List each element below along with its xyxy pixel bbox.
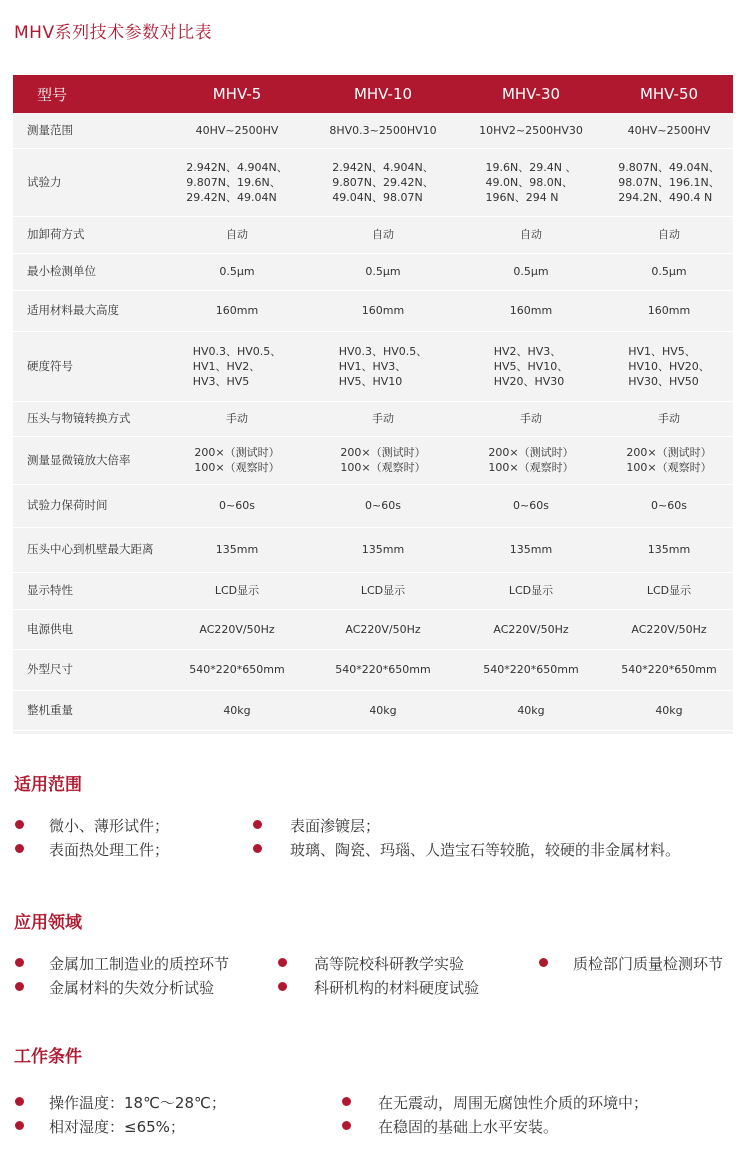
cell-lines [517, 703, 544, 718]
row-label: 压头与物镜转换方式 [13, 401, 165, 436]
table-row [13, 649, 733, 690]
cell-line: 200×（测试时） [488, 446, 574, 459]
application-item: 科研机构的材料硬度试验 [314, 979, 480, 997]
table-cell [457, 649, 605, 690]
table-cell [605, 609, 733, 649]
cell-line: 9.807N、19.6N、 [186, 175, 281, 189]
table-cell [605, 572, 733, 609]
cell-line: 100×（观察时） [340, 461, 426, 474]
cell-line: 135mm [215, 543, 259, 556]
row-label: 硬度符号 [13, 331, 165, 401]
bullet-dot-icon [253, 820, 262, 829]
table-cell [165, 148, 309, 216]
table-cell [457, 436, 605, 484]
cell-line: HV20、HV30 [493, 374, 565, 388]
cell-line: HV1、HV5、 [628, 344, 696, 358]
row-label: 压头中心到机壁最大距离 [13, 527, 165, 572]
cell-lines [513, 264, 548, 279]
cell-lines [493, 622, 568, 637]
table-row [13, 484, 733, 527]
cell-line: 40HV~2500HV [627, 123, 711, 137]
bullet-dot-icon [15, 958, 24, 967]
bullet-dot-icon [15, 982, 24, 991]
table-cell [605, 290, 733, 331]
table-cell [309, 436, 457, 484]
cell-line: 0.5μm [651, 265, 687, 278]
table-header-row [13, 75, 733, 113]
table-cell [457, 401, 605, 436]
bullet-dot-icon [539, 958, 548, 967]
cell-lines [648, 542, 690, 557]
cell-lines [365, 264, 400, 279]
row-label: 电源供电 [13, 609, 165, 649]
row-label: 试验力 [13, 148, 165, 216]
cell-lines [626, 445, 711, 475]
cell-lines [655, 703, 682, 718]
table-cell [309, 649, 457, 690]
cell-line: 9.807N、49.04N、 [618, 160, 720, 174]
table-row [13, 148, 733, 216]
row-label: 最小检测单位 [13, 253, 165, 290]
table-cell [457, 253, 605, 290]
cell-line: 2.942N、4.904N、 [186, 160, 288, 174]
cell-line: 8HV0.3~2500HV10 [329, 123, 437, 137]
cell-line: 100×（观察时） [626, 461, 712, 474]
cell-line: 自动 [658, 228, 680, 241]
table-row [13, 690, 733, 730]
cell-line: 100×（观察时） [194, 461, 280, 474]
cell-lines [483, 662, 578, 677]
table-cell [309, 113, 457, 148]
cell-lines [628, 344, 710, 389]
condition-item: 在稳固的基础上水平安装。 [378, 1118, 559, 1136]
scope-section-title: 适用范围 [14, 775, 82, 795]
cell-line: 200×（测试时） [194, 446, 280, 459]
table-cell [457, 290, 605, 331]
cell-line: HV1、HV2、 [192, 359, 261, 373]
cell-line: HV5、HV10 [338, 374, 403, 388]
table-cell [309, 527, 457, 572]
bullet-dot-icon [342, 1121, 351, 1130]
table-cell [165, 290, 309, 331]
condition-item: 在无震动，周围无腐蚀性介质的环境中； [378, 1094, 649, 1112]
table-cell [605, 527, 733, 572]
scope-item: 玻璃、陶瓷、玛瑙、人造宝石等较脆，较硬的非金属材料。 [290, 841, 681, 859]
cell-lines [510, 303, 552, 318]
cell-line: 200×（测试时） [626, 446, 712, 459]
header-mhv-10: MHV-10 [309, 75, 457, 113]
bullet-dot-icon [278, 982, 287, 991]
cell-line: 160mm [509, 304, 553, 317]
cell-lines [628, 123, 711, 138]
table-cell [605, 649, 733, 690]
cell-lines [223, 703, 250, 718]
page-title: MHV系列技术参数对比表 [14, 23, 213, 43]
table-cell [165, 216, 309, 253]
cell-lines [365, 498, 401, 513]
table-cell [309, 148, 457, 216]
cell-line: 0.5μm [219, 265, 255, 278]
table-cell [605, 113, 733, 148]
cell-line: 160mm [647, 304, 691, 317]
cell-line: 19.6N、29.4N 、 [485, 160, 577, 174]
cell-lines [329, 123, 436, 138]
cell-lines [631, 622, 706, 637]
application-item: 金属加工制造业的质控环节 [49, 955, 230, 973]
table-cell [605, 401, 733, 436]
cell-line: 40HV~2500HV [195, 123, 279, 137]
table-cell [165, 401, 309, 436]
table-row [13, 290, 733, 331]
cell-line: 40kg [655, 703, 683, 717]
condition-item: 相对湿度：≤65%； [49, 1118, 185, 1136]
table-cell [165, 484, 309, 527]
application-item: 金属材料的失效分析试验 [49, 979, 215, 997]
table-cell [309, 484, 457, 527]
table-row [13, 401, 733, 436]
cell-lines [520, 411, 542, 426]
table-cell [165, 609, 309, 649]
row-label: 整机重量 [13, 690, 165, 730]
cell-lines [621, 662, 716, 677]
table-cell [165, 572, 309, 609]
row-label: 加卸荷方式 [13, 216, 165, 253]
cell-line: 294.2N、490.4 N [618, 190, 713, 204]
table-row [13, 572, 733, 609]
row-label: 试验力保荷时间 [13, 484, 165, 527]
cell-line: 540*220*650mm [335, 663, 431, 676]
cell-line: AC220V/50Hz [345, 622, 421, 636]
table-cell [605, 148, 733, 216]
cell-lines [216, 303, 258, 318]
table-row [13, 436, 733, 484]
table-cell [309, 401, 457, 436]
cell-lines [509, 583, 553, 598]
cell-lines [335, 662, 430, 677]
table-cell [309, 690, 457, 730]
bullet-dot-icon [253, 844, 262, 853]
cell-lines [479, 123, 583, 138]
application-item: 高等院校科研教学实验 [314, 955, 465, 973]
table-cell [309, 609, 457, 649]
cell-lines [196, 123, 279, 138]
spec-table-container [13, 75, 733, 734]
cell-lines [372, 411, 394, 426]
table-cell [309, 290, 457, 331]
cell-lines [219, 264, 254, 279]
row-label: 显示特性 [13, 572, 165, 609]
table-cell [457, 527, 605, 572]
cell-line: 0.5μm [365, 265, 401, 278]
cell-lines [520, 227, 542, 242]
cell-line: 40kg [223, 703, 251, 717]
cell-line: AC220V/50Hz [493, 622, 569, 636]
header-mhv-30: MHV-30 [457, 75, 605, 113]
cell-lines [226, 227, 248, 242]
table-row [13, 253, 733, 290]
table-cell [605, 690, 733, 730]
cell-line: HV2、HV3、 [493, 344, 562, 358]
table-cell [165, 649, 309, 690]
row-label: 测量显微镜放大倍率 [13, 436, 165, 484]
row-label: 适用材料最大高度 [13, 290, 165, 331]
cell-lines [332, 160, 433, 205]
scope-item: 表面热处理工件； [49, 841, 170, 859]
condition-item: 操作温度：18℃～28℃； [49, 1094, 226, 1112]
table-row [13, 216, 733, 253]
table-cell [165, 436, 309, 484]
cell-line: 0~60s [219, 499, 255, 512]
cell-line: HV0.3、HV0.5、 [192, 344, 282, 358]
cell-lines [362, 303, 404, 318]
cell-lines [226, 411, 248, 426]
cell-lines [361, 583, 405, 598]
cell-line: 135mm [647, 543, 691, 556]
applications-section-title: 应用领域 [14, 913, 82, 933]
table-cell [309, 216, 457, 253]
table-cell [605, 484, 733, 527]
bullet-dot-icon [278, 958, 287, 967]
cell-lines [372, 227, 394, 242]
cell-lines [369, 703, 396, 718]
table-cell [165, 331, 309, 401]
header-mhv-5: MHV-5 [165, 75, 309, 113]
cell-lines [345, 622, 420, 637]
table-cell [165, 253, 309, 290]
scope-item: 微小、薄形试件； [49, 817, 170, 835]
cell-lines [658, 411, 680, 426]
header-model-label: 型号 [13, 75, 165, 113]
application-item: 质检部门质量检测环节 [573, 955, 724, 973]
cell-lines [648, 303, 690, 318]
cell-line: HV5、HV10、 [493, 359, 569, 373]
cell-line: 自动 [372, 228, 394, 241]
table-cell [457, 609, 605, 649]
cell-line: LCD显示 [214, 584, 260, 597]
cell-line: 0~60s [365, 499, 401, 512]
scope-item: 表面渗镀层； [290, 817, 381, 835]
table-cell [457, 690, 605, 730]
bullet-dot-icon [15, 1121, 24, 1130]
cell-lines [186, 160, 287, 205]
table-cell [457, 331, 605, 401]
cell-lines [219, 498, 255, 513]
cell-line: 100×（观察时） [488, 461, 574, 474]
table-row [13, 113, 733, 148]
cell-line: HV1、HV3、 [338, 359, 407, 373]
cell-line: 40kg [369, 703, 397, 717]
cell-line: 9.807N、29.42N、 [332, 175, 434, 189]
cell-line: HV0.3、HV0.5、 [338, 344, 428, 358]
table-cell [457, 572, 605, 609]
cell-line: 160mm [361, 304, 405, 317]
row-label: 外型尺寸 [13, 649, 165, 690]
cell-line: 手动 [226, 412, 248, 425]
table-cell [605, 436, 733, 484]
row-label: 测量范围 [13, 113, 165, 148]
spec-comparison-table [13, 75, 733, 731]
cell-lines [510, 542, 552, 557]
cell-line: LCD显示 [646, 584, 692, 597]
cell-line: 手动 [372, 412, 394, 425]
cell-line: 0~60s [651, 499, 687, 512]
cell-line: 10HV2~2500HV30 [479, 123, 583, 137]
cell-lines [651, 264, 686, 279]
table-cell [457, 113, 605, 148]
cell-lines [339, 344, 428, 389]
table-cell [165, 527, 309, 572]
header-mhv-50: MHV-50 [605, 75, 733, 113]
cell-line: 540*220*650mm [483, 663, 579, 676]
cell-line: 135mm [361, 543, 405, 556]
cell-line: 29.42N、49.04N [186, 190, 277, 204]
cell-line: 手动 [520, 412, 542, 425]
cell-lines [215, 583, 259, 598]
cell-lines [340, 445, 425, 475]
bullet-dot-icon [15, 844, 24, 853]
cell-lines [189, 662, 284, 677]
cell-lines [618, 160, 719, 205]
table-cell [457, 148, 605, 216]
table-cell [457, 484, 605, 527]
cell-lines [647, 583, 691, 598]
cell-line: 0~60s [513, 499, 549, 512]
table-cell [605, 253, 733, 290]
table-cell [457, 216, 605, 253]
table-cell [605, 331, 733, 401]
cell-lines [651, 498, 687, 513]
cell-line: 540*220*650mm [621, 663, 717, 676]
cell-line: 2.942N、4.904N、 [332, 160, 434, 174]
cell-lines [658, 227, 680, 242]
cell-line: 49.04N、98.07N [332, 190, 423, 204]
cell-line: AC220V/50Hz [199, 622, 275, 636]
table-cell [309, 331, 457, 401]
cell-lines [494, 344, 569, 389]
cell-lines [513, 498, 549, 513]
cell-line: HV3、HV5 [192, 374, 250, 388]
cell-line: 160mm [215, 304, 259, 317]
cell-lines [194, 445, 279, 475]
table-cell [309, 253, 457, 290]
bullet-dot-icon [342, 1097, 351, 1106]
cell-line: 0.5μm [513, 265, 549, 278]
cell-line: 98.07N、196.1N、 [618, 175, 720, 189]
cell-lines [486, 160, 577, 205]
cell-line: HV10、HV20、 [628, 359, 710, 373]
bullet-dot-icon [15, 820, 24, 829]
cell-line: 196N、294 N [485, 190, 559, 204]
table-cell [605, 216, 733, 253]
table-cell [165, 113, 309, 148]
cell-line: 自动 [226, 228, 248, 241]
cell-line: 135mm [509, 543, 553, 556]
cell-line: 自动 [520, 228, 542, 241]
table-row [13, 331, 733, 401]
table-row [13, 527, 733, 572]
cell-line: LCD显示 [508, 584, 554, 597]
cell-line: HV30、HV50 [628, 374, 699, 388]
cell-lines [362, 542, 404, 557]
cell-line: 200×（测试时） [340, 446, 426, 459]
cell-line: AC220V/50Hz [631, 622, 707, 636]
table-cell [309, 572, 457, 609]
cell-line: 手动 [658, 412, 680, 425]
cell-line: 49.0N、98.0N、 [485, 175, 573, 189]
bullet-dot-icon [15, 1097, 24, 1106]
conditions-section-title: 工作条件 [14, 1047, 82, 1067]
cell-line: 40kg [517, 703, 545, 717]
cell-lines [216, 542, 258, 557]
cell-lines [199, 622, 274, 637]
cell-line: 540*220*650mm [189, 663, 285, 676]
cell-lines [488, 445, 573, 475]
table-row [13, 609, 733, 649]
cell-lines [193, 344, 282, 389]
table-cell [165, 690, 309, 730]
cell-line: LCD显示 [360, 584, 406, 597]
